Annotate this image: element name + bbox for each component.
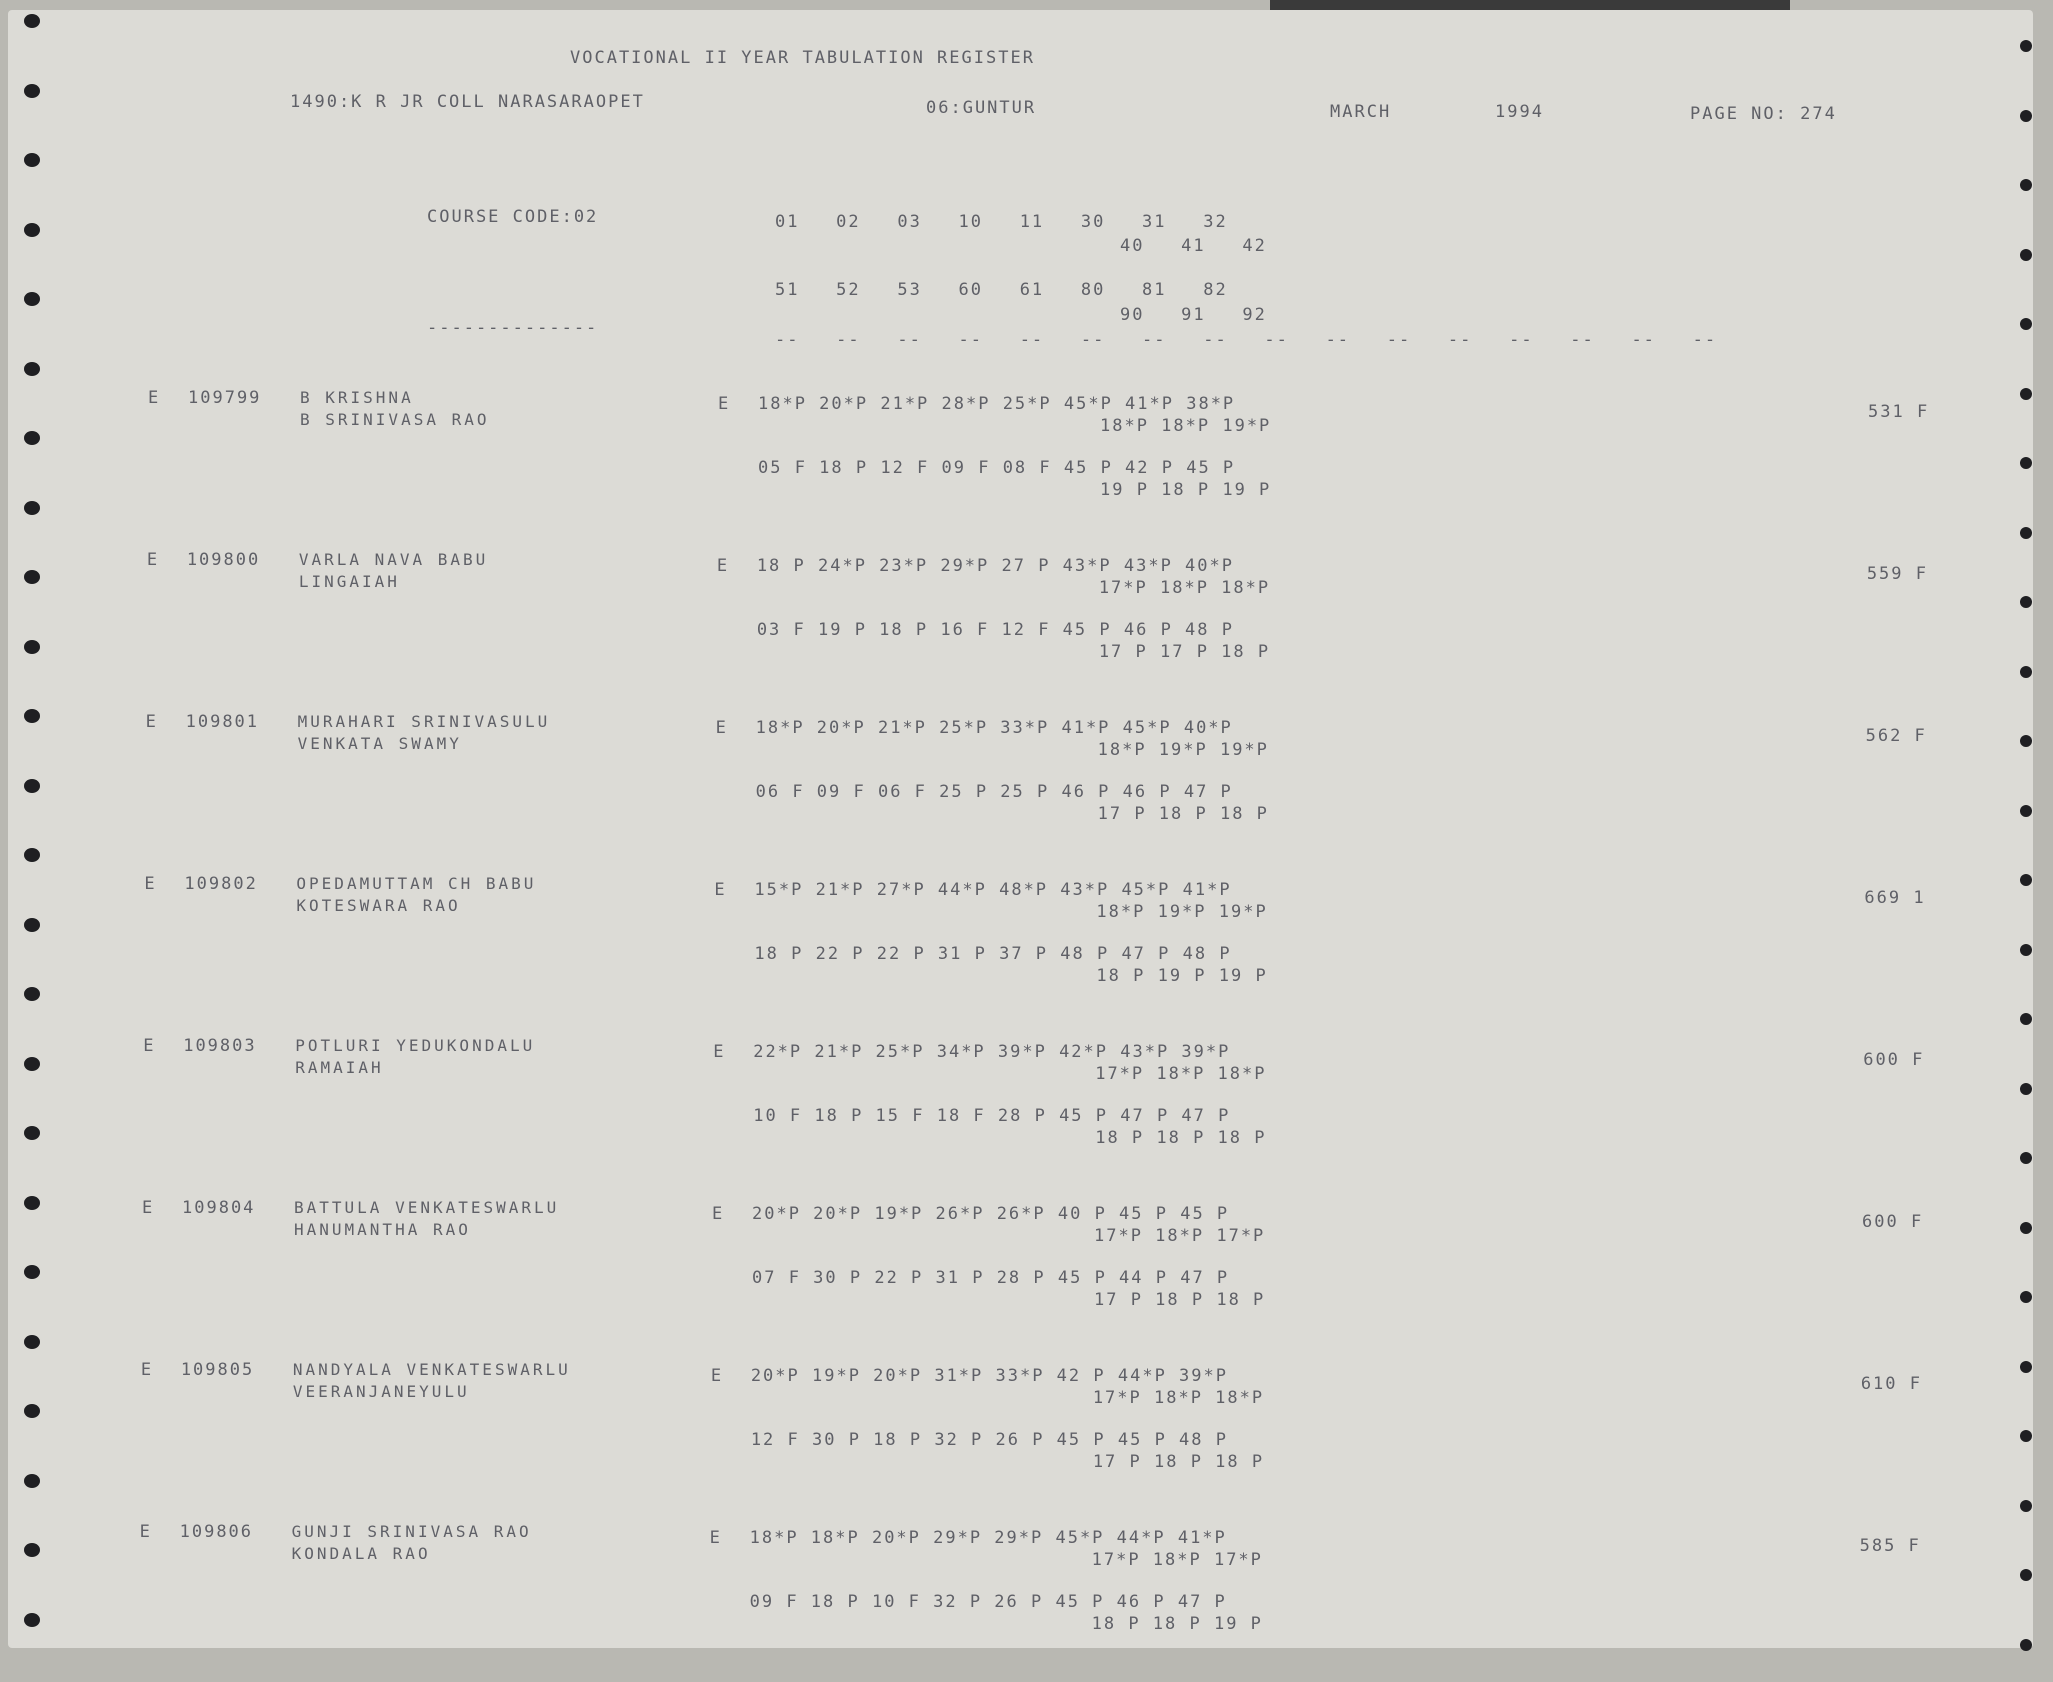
student-record [0,712,2051,872]
exam-flag: E [713,1042,726,1062]
roll-number: 109799 [188,388,262,408]
marks-row2: 10 F 18 P 15 F 18 F 28 P 45 P 47 P 47 P [753,1106,1231,1126]
student-name: VARLA NAVA BABU [298,550,489,569]
student-record [0,1036,2048,1196]
tractor-hole [2020,318,2032,330]
marks-row1-second: 17*P 18*P 18*P [1092,1388,1265,1408]
total-result: 531 F [1868,402,1930,422]
page-number: PAGE NO: 274 [1690,104,1837,124]
roll-number: 109805 [180,1360,255,1380]
father-name: KONDALA RAO [291,1544,431,1563]
total-result: 600 F [1862,1212,1924,1232]
tractor-hole [2020,249,2032,261]
tractor-hole [2020,179,2032,191]
exam-flag: E [715,718,728,738]
student-record [0,550,2052,710]
student-record [0,1522,2045,1682]
subject-codes-row2: 51 52 53 60 61 80 81 82 [775,280,1228,300]
student-record [0,874,2049,1034]
marks-row1-second: 18*P 19*P 19*P [1097,740,1269,760]
total-result: 669 1 [1864,888,1926,908]
marks-row1-second: 17*P 18*P 17*P [1091,1550,1263,1570]
category-code: E [139,1522,152,1542]
category-code: E [146,550,160,570]
roll-number: 109802 [184,874,258,894]
tractor-hole [24,153,40,167]
tractor-hole [24,84,40,98]
total-result: 600 F [1863,1050,1925,1070]
father-name: LINGAIAH [298,572,400,591]
roll-number: 109806 [179,1522,254,1542]
marks-row2: 18 P 22 P 22 P 31 P 37 P 48 P 47 P 48 P [754,944,1232,964]
total-result: 585 F [1859,1536,1921,1556]
subject-codes-row1: 01 02 03 10 11 30 31 32 [775,212,1228,232]
father-name: VENKATA SWAMY [297,734,462,753]
top-edge-strip [1270,0,1790,10]
marks-row1: 18*P 18*P 20*P 29*P 29*P 45*P 44*P 41*P [749,1528,1227,1548]
subject-codes-row1-second: 40 41 42 [1120,236,1267,256]
marks-row2-second: 17 P 17 P 18 P [1098,642,1271,662]
marks-row1: 18*P 20*P 21*P 28*P 25*P 45*P 41*P 38*P [758,394,1236,414]
father-name: HANUMANTHA RAO [294,1220,471,1239]
roll-number: 109800 [186,550,261,570]
student-name: B KRISHNA [300,388,414,407]
exam-flag: E [718,394,731,414]
marks-row1-second: 18*P 18*P 19*P [1100,416,1272,436]
marks-row1: 20*P 20*P 19*P 26*P 26*P 40 P 45 P 45 P [752,1204,1230,1224]
exam-flag: E [716,556,730,576]
category-code: E [145,712,158,732]
category-code: E [143,1036,156,1056]
tractor-hole [24,292,40,306]
college-name: 1490:K R JR COLL NARASARAOPET [290,92,645,112]
student-name: BATTULA VENKATESWARLU [294,1198,560,1217]
father-name: RAMAIAH [295,1058,384,1077]
exam-flag: E [710,1366,724,1386]
student-record [0,1198,2047,1358]
marks-row1: 22*P 21*P 25*P 34*P 39*P 42*P 43*P 39*P [753,1042,1231,1062]
marks-row2-second: 18 P 19 P 19 P [1096,966,1268,986]
roll-number: 109804 [182,1198,256,1218]
student-record [0,388,2053,548]
marks-row2: 03 F 19 P 18 P 16 F 12 F 45 P 46 P 48 P [756,620,1234,640]
total-result: 610 F [1860,1374,1922,1394]
tractor-hole [24,14,40,28]
category-code: E [140,1360,154,1380]
marks-row2-second: 17 P 18 P 18 P [1094,1290,1266,1310]
father-name: VEERANJANEYULU [292,1382,470,1401]
father-name: B SRINIVASA RAO [300,410,490,429]
register-title: VOCATIONAL II YEAR TABULATION REGISTER [570,48,1035,68]
student-name: GUNJI SRINIVASA RAO [291,1522,532,1541]
marks-row2-second: 19 P 18 P 19 P [1100,480,1272,500]
roll-number: 109803 [183,1036,257,1056]
marks-row1-second: 17*P 18*P 17*P [1094,1226,1266,1246]
marks-row2: 09 F 18 P 10 F 32 P 26 P 45 P 46 P 47 P [749,1592,1227,1612]
header-underline-right: -- -- -- -- -- -- -- -- -- -- -- -- -- -- -- -- [775,330,1718,350]
total-result: 559 F [1866,564,1928,584]
student-record [0,1360,2046,1520]
tractor-hole [2020,110,2032,122]
exam-flag: E [712,1204,725,1224]
category-code: E [142,1198,155,1218]
marks-row2: 12 F 30 P 18 P 32 P 26 P 45 P 45 P 48 P [750,1430,1228,1450]
student-name: NANDYALA VENKATESWARLU [292,1360,571,1379]
category-code: E [148,388,161,408]
marks-row1-second: 18*P 19*P 19*P [1096,902,1268,922]
district: 06:GUNTUR [926,98,1037,118]
marks-row2-second: 18 P 18 P 18 P [1095,1128,1267,1148]
subject-codes-row2-second: 90 91 92 [1120,305,1267,325]
marks-row2-second: 18 P 18 P 19 P [1091,1614,1263,1634]
marks-row1: 15*P 21*P 27*P 44*P 48*P 43*P 45*P 41*P [754,880,1232,900]
marks-row1: 18 P 24*P 23*P 29*P 27 P 43*P 43*P 40*P [756,556,1234,576]
header-underline-left: -------------- [427,318,599,338]
marks-row2: 06 F 09 F 06 F 25 P 25 P 46 P 46 P 47 P [755,782,1233,802]
student-name: OPEDAMUTTAM CH BABU [296,874,537,893]
student-name: POTLURI YEDUKONDALU [295,1036,536,1055]
student-name: MURAHARI SRINIVASULU [297,712,551,731]
exam-month: MARCH [1330,102,1392,122]
exam-flag: E [709,1528,722,1548]
marks-row1: 18*P 20*P 21*P 25*P 33*P 41*P 45*P 40*P [755,718,1233,738]
tractor-hole [24,362,40,376]
marks-row2: 05 F 18 P 12 F 09 F 08 F 45 P 42 P 45 P [758,458,1236,478]
roll-number: 109801 [185,712,260,732]
marks-row1-second: 17*P 18*P 18*P [1098,578,1271,598]
tractor-hole [2020,40,2032,52]
tractor-hole [24,223,40,237]
category-code: E [144,874,157,894]
exam-year: 1994 [1495,102,1544,122]
marks-row2-second: 17 P 18 P 18 P [1097,804,1269,824]
marks-row2: 07 F 30 P 22 P 31 P 28 P 45 P 44 P 47 P [752,1268,1230,1288]
marks-row2-second: 17 P 18 P 18 P [1092,1452,1265,1472]
course-code-label: COURSE CODE:02 [427,207,599,227]
total-result: 562 F [1865,726,1927,746]
marks-row1-second: 17*P 18*P 18*P [1095,1064,1267,1084]
exam-flag: E [714,880,727,900]
father-name: KOTESWARA RAO [296,896,461,915]
marks-row1: 20*P 19*P 20*P 31*P 33*P 42 P 44*P 39*P [750,1366,1228,1386]
